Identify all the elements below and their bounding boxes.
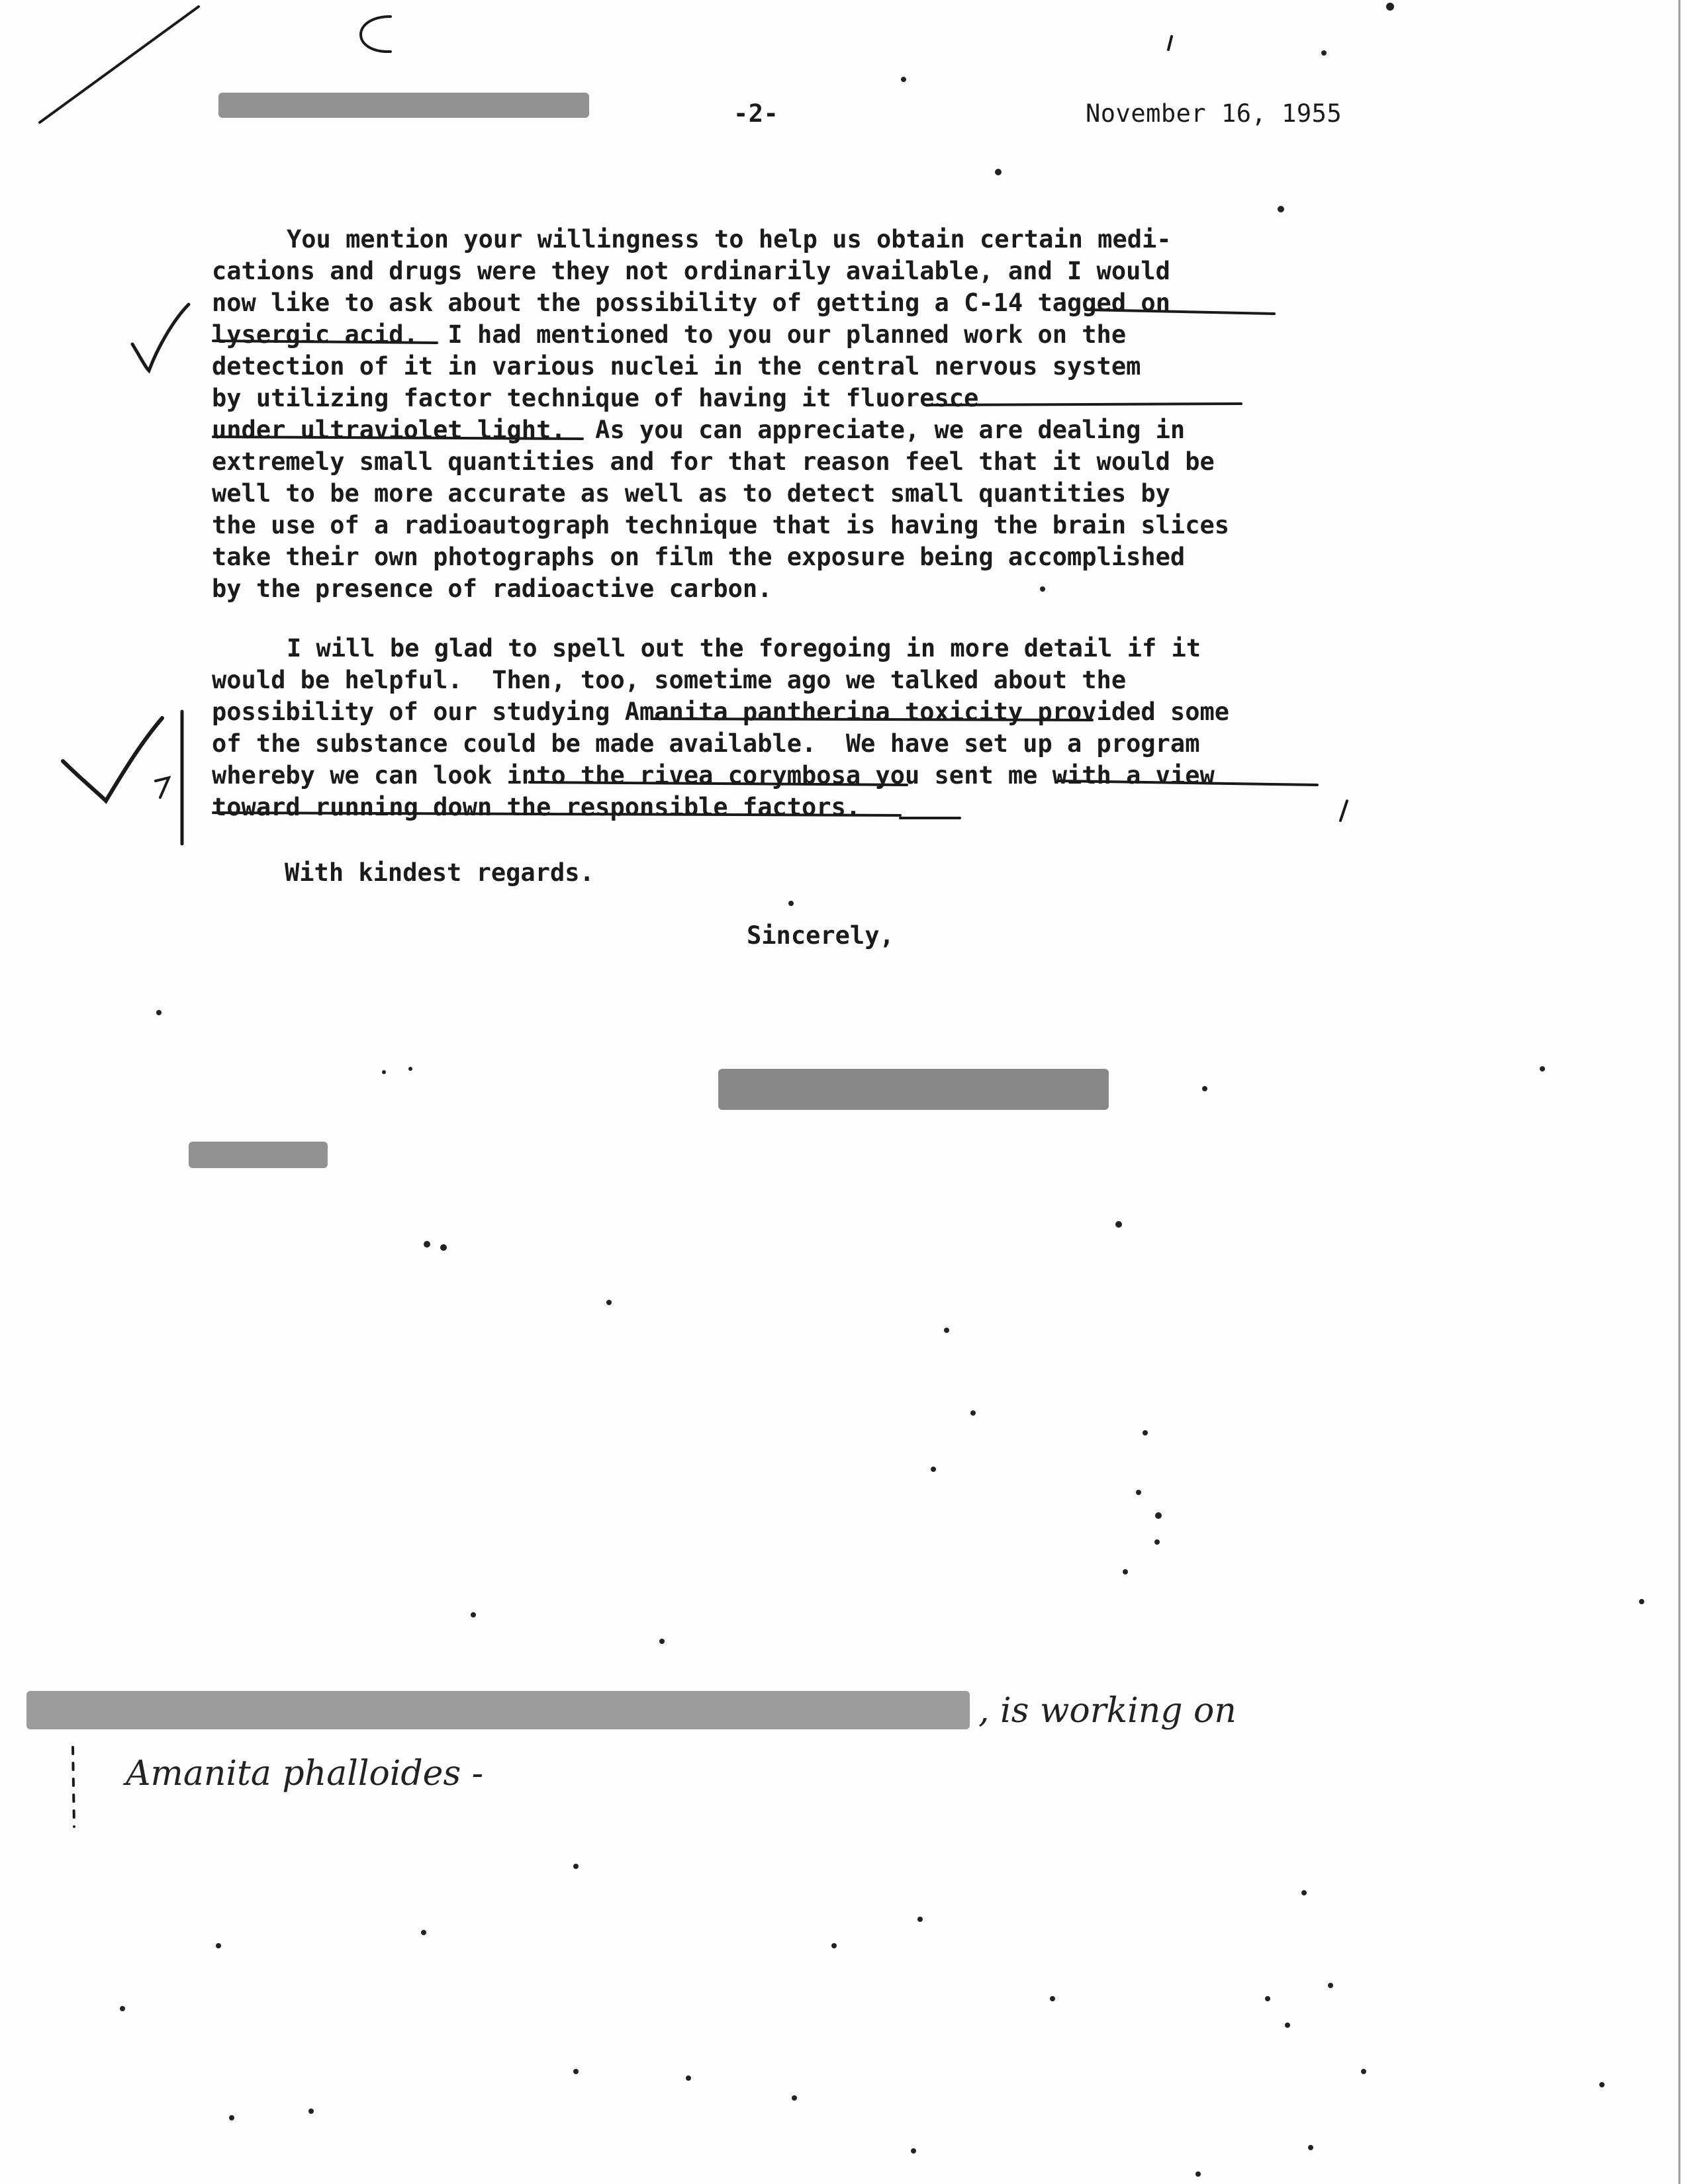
- body-line: of the substance could be made available. We have set up a program: [212, 729, 1200, 758]
- body-line: by utilizing factor technique of having it fluoresce: [212, 384, 979, 412]
- letter-date: November 16, 1955: [1086, 99, 1342, 128]
- check-mark: [132, 304, 189, 371]
- body-line: possibility of our studying Amanita pantherina toxicity provided some: [212, 698, 1230, 726]
- underline: [652, 719, 1092, 720]
- scan-specks: [120, 3, 1644, 2177]
- handwritten-note-line-2: Amanita phalloides -: [126, 1754, 484, 1794]
- underline: [927, 404, 1241, 405]
- page-number: -2-: [733, 99, 779, 128]
- body-line: the use of a radioautograph technique that is having the brain slices: [212, 511, 1230, 539]
- underline: [1059, 781, 1317, 785]
- underline: [530, 782, 907, 785]
- underline: [1086, 310, 1274, 314]
- underline: [213, 341, 437, 343]
- underline: [213, 813, 900, 815]
- closing-line: With kindest regards.: [285, 858, 594, 887]
- underline: [213, 437, 583, 439]
- body-line: well to be more accurate as well as to detect small quantities by: [212, 479, 1170, 508]
- body-line: toward running down the responsible factors.: [212, 793, 861, 821]
- body-line: now like to ask about the possibility of getting a C-14 tagged on: [212, 289, 1170, 317]
- body-line: whereby we can look into the rivea corymbosa you sent me with a view: [212, 761, 1215, 790]
- body-line: cations and drugs were they not ordinarily available, and I would: [212, 257, 1170, 285]
- signoff-line: Sincerely,: [747, 921, 894, 950]
- body-line: under ultraviolet light. As you can appreciate, we are dealing in: [212, 416, 1186, 444]
- body-line: I will be glad to spell out the foregoing in more detail if it: [287, 634, 1201, 662]
- body-line: would be helpful. Then, too, sometime ago we talked about the: [212, 666, 1127, 694]
- check-mark: [63, 718, 162, 801]
- corner-slash-mark: [40, 7, 199, 122]
- body-line: extremely small quantities and for that reason feel that it would be: [212, 447, 1215, 476]
- body-line: by the presence of radioactive carbon.: [212, 574, 772, 603]
- body-line: detection of it in various nuclei in the central nervous system: [212, 352, 1141, 381]
- body-line: take their own photographs on film the exposure being accomplished: [212, 543, 1186, 571]
- top-circle-mark: [361, 17, 391, 52]
- handwritten-note-line-1: , is working on: [978, 1691, 1237, 1731]
- body-line: lysergic acid. I had mentioned to you our planned work on the: [212, 320, 1127, 349]
- body-line: You mention your willingness to help us obtain certain medi-: [287, 225, 1172, 253]
